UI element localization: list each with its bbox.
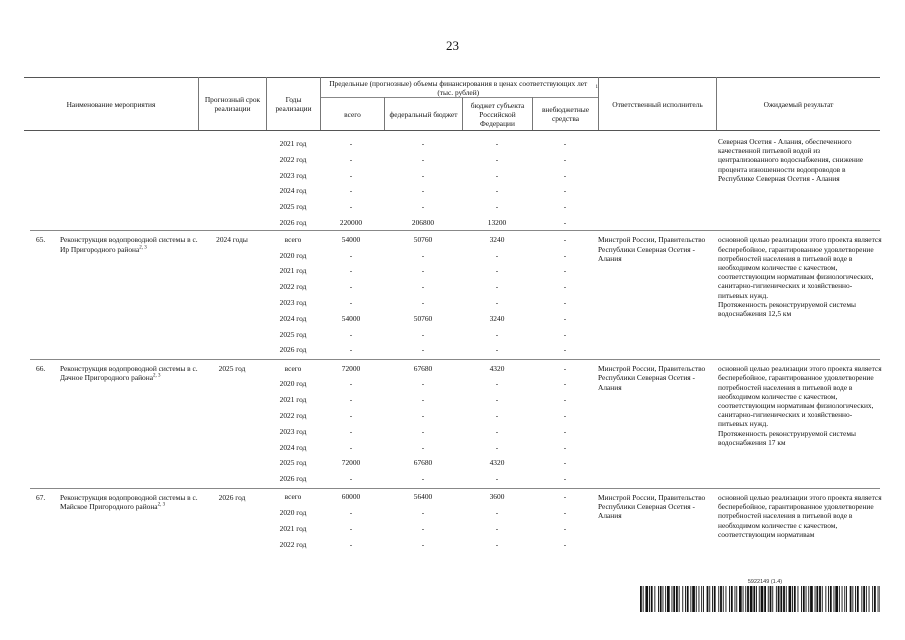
cell-subject-budget: - <box>495 282 499 292</box>
row-year: 2023 год <box>279 298 307 307</box>
row-year: 2024 год <box>279 313 307 323</box>
header-offbudget: внебюджетные средства <box>541 105 590 123</box>
item-term: 2024 годы <box>216 235 248 245</box>
cell-subject-budget: - <box>495 170 499 180</box>
item-result: основной целью реализации этого проекта является бесперебойное, гарантированное удовлетворение потребностей населения в питьевой воде в необходимом количестве с качеством, соответствующим нормативам физиологических, санитарно-гигиенических и хозяйственно-питьевых нужд. Протяженность реконструируемой системы водоснабжения 12,5 км <box>718 235 882 318</box>
cell-offbudget: - <box>563 154 567 164</box>
cell-federal: - <box>421 426 425 436</box>
cell-federal: - <box>421 379 425 389</box>
cell-offbudget: - <box>563 266 567 276</box>
row-year: 2023 год <box>279 170 307 180</box>
item-name-footnote: 2, 3 <box>152 373 161 379</box>
cell-subject-budget: 3240 <box>489 234 505 244</box>
barcode <box>640 586 880 612</box>
cell-subject-budget: 3240 <box>489 313 505 323</box>
cell-total: - <box>349 250 353 260</box>
cell-total: - <box>349 442 353 452</box>
row-year: 2022 год <box>279 282 307 292</box>
cell-offbudget: - <box>563 524 567 533</box>
cell-federal: - <box>421 170 425 180</box>
cell-offbudget: - <box>563 250 567 260</box>
cell-total: 72000 <box>341 458 361 468</box>
cell-total: - <box>349 266 353 276</box>
cell-total: - <box>349 186 353 196</box>
cell-offbudget: - <box>563 492 567 502</box>
cell-federal: - <box>421 282 425 292</box>
cell-subject-budget: - <box>495 442 499 452</box>
cell-federal: - <box>421 250 425 260</box>
row-separator <box>30 488 880 489</box>
cell-total: 220000 <box>339 218 363 227</box>
item-result: основной целью реализации этого проекта является бесперебойное, гарантированное удовлетворение потребностей населения в питьевой воде в необходимом количестве с качеством, соответствующим нормативам физиологических, санитарно-гигиенических и хозяйственно-питьевых нужд. Протяженность реконструируемой системы водоснабжения 17 км <box>718 364 882 447</box>
cell-subject-budget: - <box>495 202 499 212</box>
cell-federal: - <box>421 202 425 212</box>
cell-total: - <box>349 298 353 307</box>
cell-federal: - <box>421 442 425 452</box>
cell-offbudget: - <box>563 395 567 405</box>
row-year: всего <box>284 234 302 244</box>
cell-offbudget: - <box>563 508 567 518</box>
cell-federal: - <box>421 266 425 276</box>
cell-total: - <box>349 154 353 164</box>
cell-total: 54000 <box>341 234 361 244</box>
row-year: 2020 год <box>279 250 307 260</box>
cell-total: - <box>349 395 353 405</box>
cell-subject-budget: - <box>495 524 499 533</box>
cell-total: 72000 <box>341 363 361 373</box>
cell-federal: - <box>421 524 425 533</box>
item-name-text: Реконструкция водопроводной системы в с. Дачное Пригородного района <box>60 364 198 383</box>
cell-offbudget: - <box>563 170 567 180</box>
cell-federal: - <box>421 539 425 549</box>
header-subject-budget: бюджет субъекта Российской Федерации <box>470 100 525 128</box>
header-funding: Предельные (прогнозные) объемы финансирования в ценах соответствующих лет (тыс. рублей) 1 <box>329 78 598 97</box>
row-year: 2022 год <box>279 411 307 420</box>
cell-federal: 67680 <box>413 458 433 468</box>
cell-total: - <box>349 539 353 549</box>
cell-federal: - <box>421 154 425 164</box>
row-year: всего <box>284 363 302 373</box>
item-name-footnote: 2, 3 <box>139 245 147 251</box>
cell-offbudget: - <box>563 298 567 307</box>
cell-subject-budget: - <box>495 250 499 260</box>
item-result: основной целью реализации этого проекта является бесперебойное, гарантированное удовлетворение потребностей населения в питьевой воде в необходимом количестве с качеством, соответствующим нормативам <box>718 492 882 539</box>
cell-total: 54000 <box>341 313 361 323</box>
cell-offbudget: - <box>563 363 567 373</box>
row-year: 2021 год <box>279 139 307 148</box>
cell-total: - <box>349 202 353 212</box>
cell-total: - <box>349 139 353 148</box>
cell-offbudget: - <box>563 345 567 355</box>
item-executor: Минстрой России, Правительство Республики Северная Осетия - Алания <box>598 492 706 521</box>
row-year: 2026 год <box>279 474 307 484</box>
cell-offbudget: - <box>563 379 567 389</box>
cell-offbudget: - <box>563 139 567 148</box>
row-separator <box>30 359 880 360</box>
item-number: 66. <box>36 364 46 374</box>
cell-subject-budget: 13200 <box>487 218 507 227</box>
header-years: Годы реализации <box>275 95 312 113</box>
cell-total: - <box>349 474 353 484</box>
cell-subject-budget: 4320 <box>489 458 505 468</box>
cell-subject-budget: - <box>495 508 499 518</box>
row-year: 2025 год <box>279 329 307 339</box>
header-result: Ожидаемый результат <box>763 99 834 109</box>
cell-federal: - <box>421 411 425 420</box>
cell-total: - <box>349 524 353 533</box>
item-name <box>60 235 198 253</box>
item-number: 67. <box>36 492 46 502</box>
row-year: 2024 год <box>279 442 307 452</box>
cell-offbudget: - <box>563 313 567 323</box>
cell-offbudget: - <box>563 474 567 484</box>
cell-subject-budget: - <box>495 379 499 389</box>
result-continued: Северная Осетия - Алания, обеспеченного качественной питьевой водой из централизованного водоснабжения, снижение процента изношенности водопроводов в Республике Северная Осетия - Алания <box>718 137 864 183</box>
row-year: 2026 год <box>279 218 307 227</box>
cell-subject-budget: - <box>495 154 499 164</box>
cell-federal: - <box>421 508 425 518</box>
cell-total: - <box>349 345 353 355</box>
page-number: 23 <box>446 38 459 53</box>
row-year: 2024 год <box>279 186 307 196</box>
item-executor: Минстрой России, Правительство Республики Северная Осетия - Алания <box>598 364 706 392</box>
cell-federal: 50760 <box>413 313 433 323</box>
cell-total: - <box>349 170 353 180</box>
cell-offbudget: - <box>563 218 567 227</box>
cell-total: - <box>349 379 353 389</box>
item-name-footnote: 2, 3 <box>157 502 166 508</box>
cell-subject-budget: 4320 <box>489 363 505 373</box>
cell-subject-budget: 3600 <box>489 492 505 502</box>
cell-subject-budget: - <box>495 345 499 355</box>
cell-subject-budget: - <box>495 298 499 307</box>
cell-offbudget: - <box>563 329 567 339</box>
cell-federal: - <box>421 139 425 148</box>
cell-subject-budget: - <box>495 329 499 339</box>
cell-federal: 50760 <box>413 234 433 244</box>
item-name <box>60 364 198 382</box>
cell-federal: - <box>421 329 425 339</box>
cell-offbudget: - <box>563 282 567 292</box>
header-total: всего <box>344 109 361 119</box>
item-name <box>60 493 198 511</box>
cell-total: 60000 <box>341 492 361 502</box>
cell-total: - <box>349 426 353 436</box>
cell-subject-budget: - <box>495 474 499 484</box>
cell-federal: - <box>421 474 425 484</box>
item-term: 2026 год <box>218 492 246 502</box>
cell-total: - <box>349 329 353 339</box>
cell-federal: - <box>421 298 425 307</box>
row-year: 2021 год <box>279 266 307 276</box>
row-separator <box>30 230 880 231</box>
row-year: 2025 год <box>279 202 307 212</box>
header-term: Прогнозный срок реализации <box>204 95 261 113</box>
cell-subject-budget: - <box>495 395 499 405</box>
cell-total: - <box>349 282 353 292</box>
header-federal: федеральный бюджет <box>389 109 458 119</box>
row-year: 2026 год <box>279 345 307 355</box>
cell-offbudget: - <box>563 426 567 436</box>
row-year: 2020 год <box>279 508 307 518</box>
row-year: 2021 год <box>279 524 307 533</box>
cell-federal: - <box>421 345 425 355</box>
row-year: 2020 год <box>279 379 307 389</box>
row-year: 2022 год <box>279 539 307 549</box>
row-year: 2021 год <box>279 395 307 405</box>
cell-offbudget: - <box>563 442 567 452</box>
item-executor: Минстрой России, Правительство Республики Северная Осетия - Алания <box>598 235 706 263</box>
cell-federal: - <box>421 186 425 196</box>
header-executor: Ответственный исполнитель <box>612 99 703 109</box>
row-year: 2025 год <box>279 458 307 468</box>
cell-offbudget: - <box>563 186 567 196</box>
row-year: 2022 год <box>279 154 307 164</box>
header-name: Наименование мероприятия <box>66 99 156 109</box>
row-year: всего <box>284 492 302 502</box>
cell-federal: - <box>421 395 425 405</box>
cell-subject-budget: - <box>495 539 499 549</box>
cell-total: - <box>349 411 353 420</box>
barcode-number: 5922149 (1.4) <box>747 579 783 585</box>
cell-federal: 67680 <box>413 363 433 373</box>
cell-offbudget: - <box>563 411 567 420</box>
item-term: 2025 год <box>218 364 246 374</box>
cell-total: - <box>349 508 353 518</box>
item-number: 65. <box>36 235 46 245</box>
cell-federal: 206800 <box>411 218 435 227</box>
cell-offbudget: - <box>563 234 567 244</box>
cell-subject-budget: - <box>495 411 499 420</box>
row-year: 2023 год <box>279 426 307 436</box>
cell-subject-budget: - <box>495 426 499 436</box>
item-name-text: Реконструкция водопроводной системы в с. Ир Пригородного района <box>60 235 198 254</box>
cell-offbudget: - <box>563 539 567 549</box>
cell-subject-budget: - <box>495 266 499 276</box>
cell-offbudget: - <box>563 458 567 468</box>
cell-subject-budget: - <box>495 139 499 148</box>
cell-subject-budget: - <box>495 186 499 196</box>
cell-offbudget: - <box>563 202 567 212</box>
item-name-text: Реконструкция водопроводной системы в с. Майское Пригородного района <box>60 492 198 512</box>
cell-federal: 56400 <box>413 492 433 502</box>
